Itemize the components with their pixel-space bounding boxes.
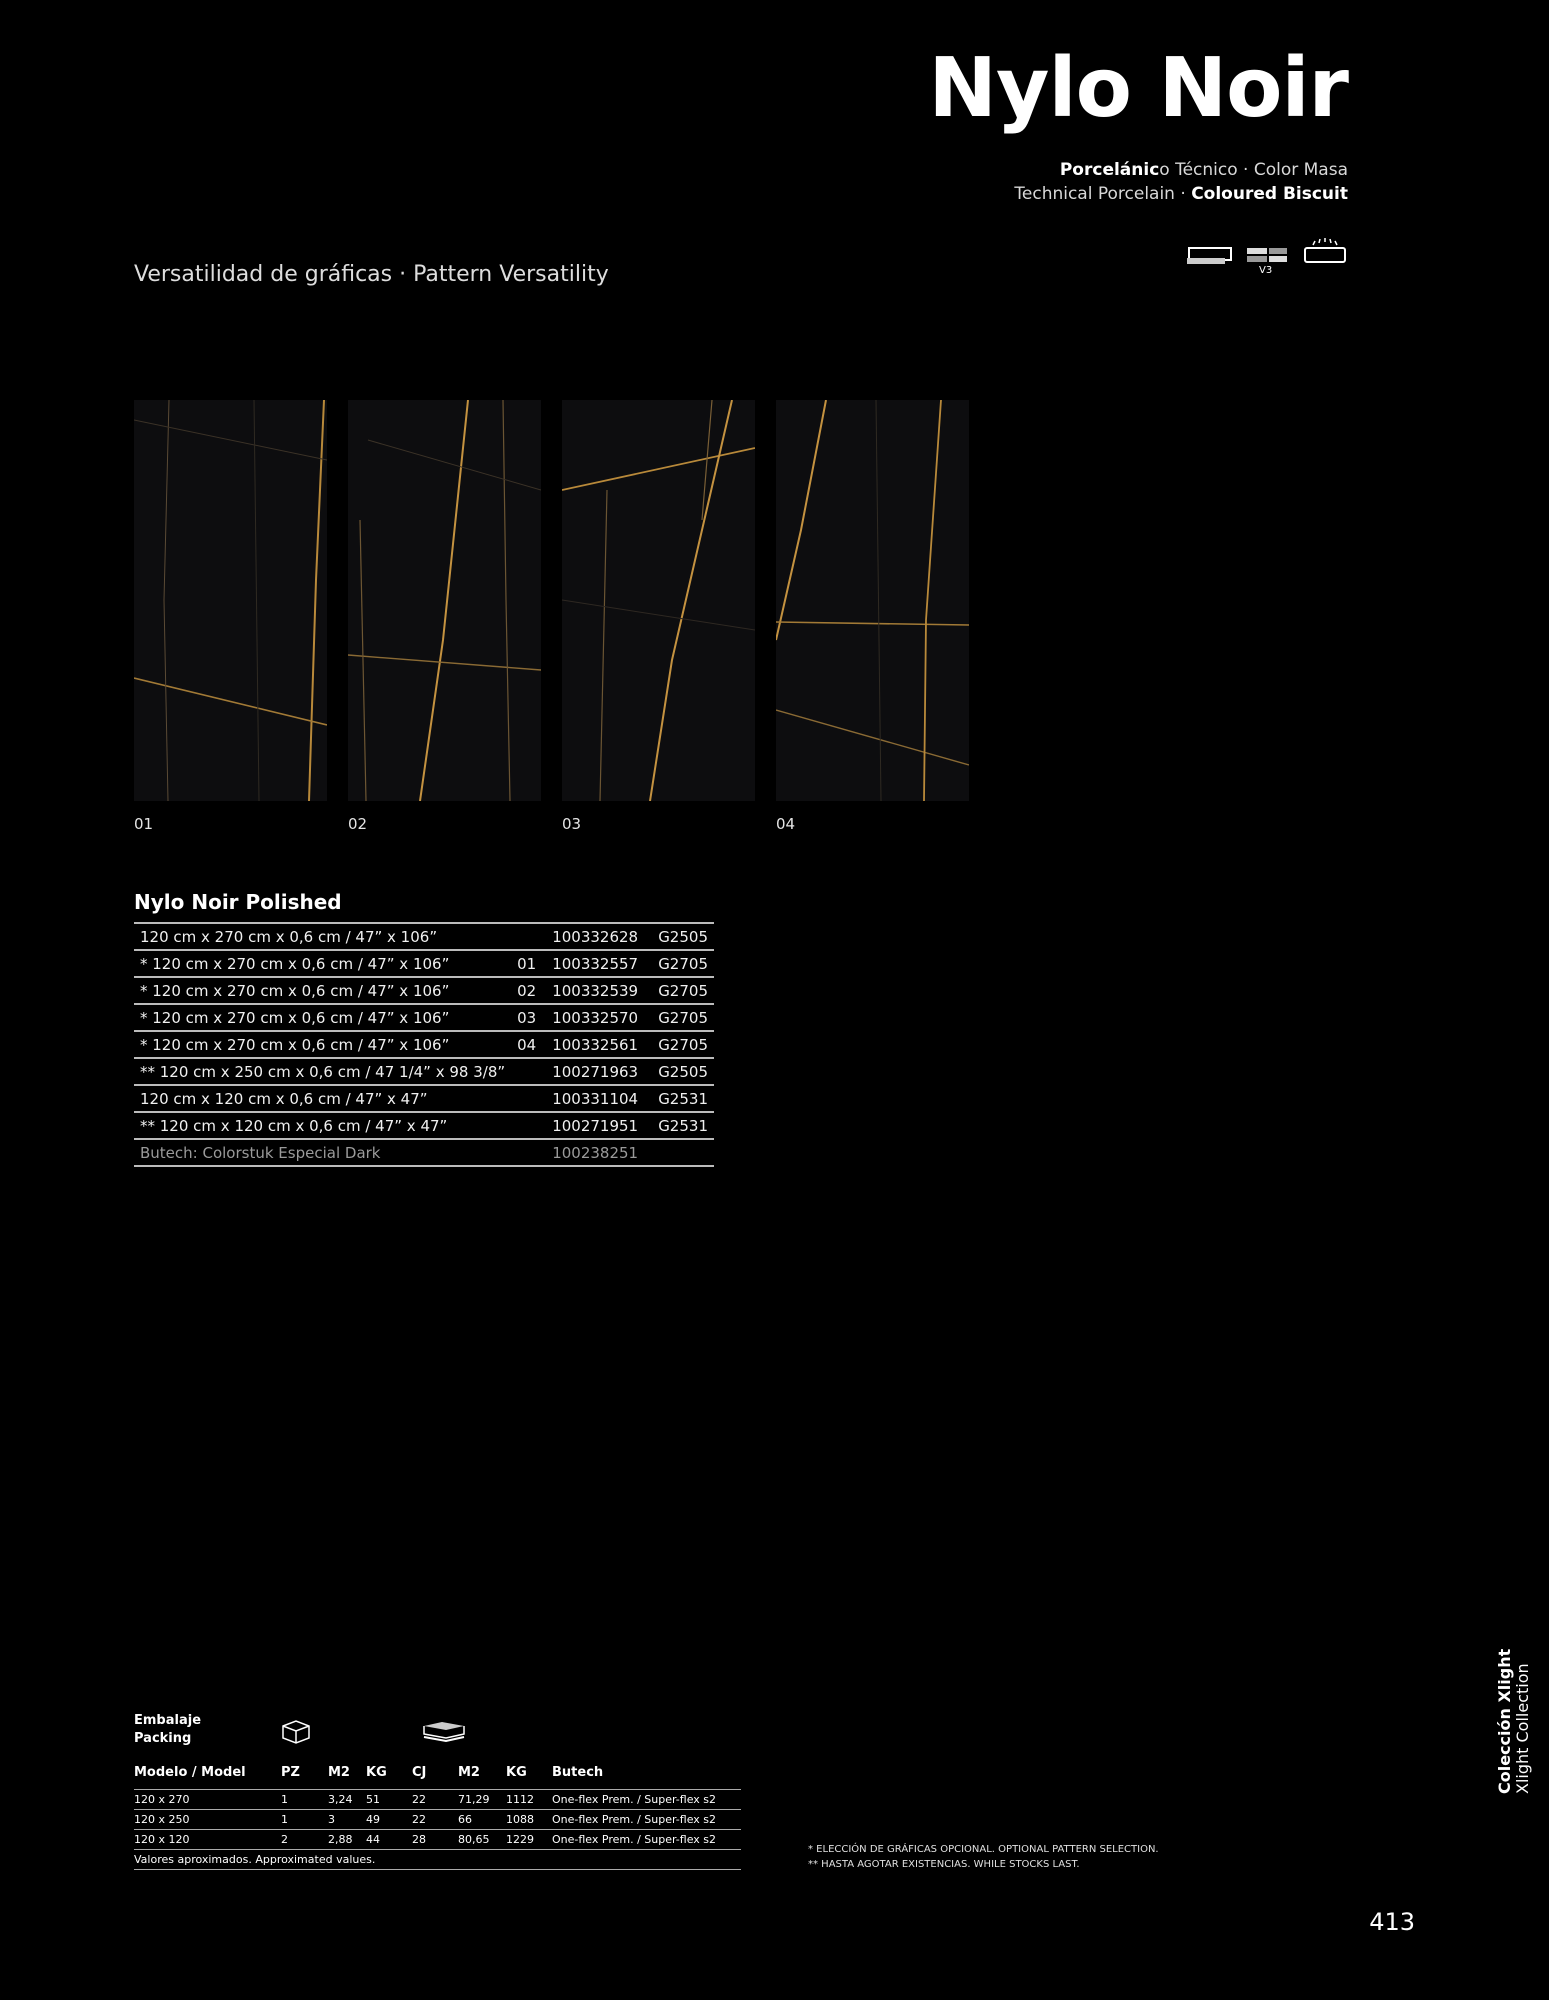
subtitle-en-bold: Coloured Biscuit bbox=[1191, 184, 1348, 204]
packing-cell: 3,24 bbox=[328, 1790, 366, 1810]
table-row bbox=[134, 1058, 714, 1085]
table-row bbox=[134, 1810, 741, 1830]
pattern-tile-01 bbox=[134, 400, 327, 833]
col-header: KG bbox=[506, 1764, 527, 1780]
collection-side-label bbox=[1496, 1649, 1533, 1794]
feature-icons bbox=[1185, 236, 1349, 276]
size-cell: 120 cm x 270 cm x 0,6 cm / 47” x 106” bbox=[134, 923, 511, 950]
slab-layer-icon bbox=[1185, 236, 1233, 272]
size-cell: * 120 cm x 270 cm x 0,6 cm / 47” x 106” bbox=[134, 950, 511, 977]
packing-cell: 71,29 bbox=[458, 1790, 506, 1810]
col-header: KG bbox=[366, 1764, 387, 1780]
table-row bbox=[134, 950, 714, 977]
group-cell: G2531 bbox=[652, 1112, 714, 1139]
size-cell: 120 cm x 120 cm x 0,6 cm / 47” x 47” bbox=[134, 1085, 511, 1112]
pattern-cell: 04 bbox=[511, 1031, 546, 1058]
pattern-cell bbox=[511, 1085, 546, 1112]
size-cell: * 120 cm x 270 cm x 0,6 cm / 47” x 106” bbox=[134, 1004, 511, 1031]
table-row bbox=[134, 1790, 741, 1810]
tile-label: 01 bbox=[134, 815, 154, 833]
code-cell: 100332570 bbox=[546, 1004, 652, 1031]
code-cell: 100332539 bbox=[546, 977, 652, 1004]
size-cell: ** 120 cm x 250 cm x 0,6 cm / 47 1/4” x 98 3/8” bbox=[134, 1058, 511, 1085]
subtitle-es bbox=[1060, 160, 1348, 180]
col-header: M2 bbox=[458, 1764, 480, 1780]
page-title: Nylo Noir bbox=[928, 41, 1348, 136]
pattern-cell: 02 bbox=[511, 977, 546, 1004]
box-icon bbox=[280, 1718, 312, 1748]
col-header: CJ bbox=[412, 1764, 427, 1780]
tile-label: 04 bbox=[776, 815, 796, 833]
packing-cell: 1 bbox=[281, 1810, 328, 1830]
table-row bbox=[134, 1004, 714, 1031]
subtitle-en-pre: Technical Porcelain · bbox=[1014, 184, 1192, 204]
packing-cell: 3 bbox=[328, 1810, 366, 1830]
subtitle-es-rest: o Técnico · Color Masa bbox=[1159, 160, 1348, 180]
packing-header-row bbox=[134, 1763, 741, 1790]
table-row bbox=[134, 977, 714, 1004]
pattern-cell bbox=[511, 923, 546, 950]
code-cell: 100238251 bbox=[546, 1139, 652, 1166]
pattern-cell bbox=[511, 1058, 546, 1085]
group-cell: G2705 bbox=[652, 977, 714, 1004]
packing-cell: 2 bbox=[281, 1830, 328, 1850]
packing-table bbox=[134, 1763, 741, 1870]
group-cell: G2505 bbox=[652, 923, 714, 950]
subtitle-en bbox=[1014, 184, 1348, 204]
code-cell: 100332628 bbox=[546, 923, 652, 950]
pattern-cell: 01 bbox=[511, 950, 546, 977]
pattern-cell: 03 bbox=[511, 1004, 546, 1031]
table-row bbox=[134, 1830, 741, 1850]
size-cell: * 120 cm x 270 cm x 0,6 cm / 47” x 106” bbox=[134, 977, 511, 1004]
packing-cell: 80,65 bbox=[458, 1830, 506, 1850]
packing-cell: 1 bbox=[281, 1790, 328, 1810]
table-row bbox=[134, 923, 714, 950]
pattern-v3-icon bbox=[1243, 236, 1291, 276]
group-cell: G2705 bbox=[652, 950, 714, 977]
packing-cell: One-flex Prem. / Super-flex s2 bbox=[552, 1810, 741, 1830]
v3-label: V3 bbox=[1259, 265, 1273, 276]
code-cell: 100332557 bbox=[546, 950, 652, 977]
page-number: 413 bbox=[1369, 1908, 1415, 1936]
group-cell: G2531 bbox=[652, 1085, 714, 1112]
col-header: Butech bbox=[552, 1764, 604, 1780]
packing-cell: 120 x 250 bbox=[134, 1810, 281, 1830]
packing-cell: One-flex Prem. / Super-flex s2 bbox=[552, 1830, 741, 1850]
polished-shine-icon bbox=[1301, 236, 1349, 272]
group-cell: G2705 bbox=[652, 1031, 714, 1058]
size-cell: * 120 cm x 270 cm x 0,6 cm / 47” x 106” bbox=[134, 1031, 511, 1058]
packing-cell: 1112 bbox=[506, 1790, 552, 1810]
packing-cell: 120 x 120 bbox=[134, 1830, 281, 1850]
code-cell: 100271951 bbox=[546, 1112, 652, 1139]
packing-cell: One-flex Prem. / Super-flex s2 bbox=[552, 1790, 741, 1810]
size-cell: Butech: Colorstuk Especial Dark bbox=[134, 1139, 511, 1166]
pattern-section-title: Versatilidad de gráficas · Pattern Versatility bbox=[134, 262, 609, 287]
packing-cell: 1088 bbox=[506, 1810, 552, 1830]
code-cell: 100271963 bbox=[546, 1058, 652, 1085]
col-header: Modelo / Model bbox=[134, 1764, 246, 1780]
packing-cell: 51 bbox=[366, 1790, 412, 1810]
collection-label-es: Colección Xlight bbox=[1495, 1648, 1514, 1794]
packing-cell: 44 bbox=[366, 1830, 412, 1850]
footnote-stock: ** HASTA AGOTAR EXISTENCIAS. WHILE STOCKS LAST. bbox=[808, 1859, 1080, 1870]
size-cell: ** 120 cm x 120 cm x 0,6 cm / 47” x 47” bbox=[134, 1112, 511, 1139]
table-row bbox=[134, 1850, 741, 1870]
table-row bbox=[134, 1139, 714, 1166]
group-cell: G2505 bbox=[652, 1058, 714, 1085]
pattern-tile-02 bbox=[348, 400, 541, 833]
tile-label: 03 bbox=[562, 815, 582, 833]
packing-cell: 22 bbox=[412, 1810, 458, 1830]
packing-label-es: Embalaje bbox=[134, 1713, 202, 1728]
tile-label: 02 bbox=[348, 815, 368, 833]
col-header: PZ bbox=[281, 1764, 300, 1780]
packing-cell: 1229 bbox=[506, 1830, 552, 1850]
group-cell bbox=[652, 1139, 714, 1166]
packing-cell: 66 bbox=[458, 1810, 506, 1830]
footnotes bbox=[808, 1842, 1159, 1872]
packing-cell: 2,88 bbox=[328, 1830, 366, 1850]
pallet-icon bbox=[420, 1718, 468, 1748]
product-title: Nylo Noir Polished bbox=[134, 890, 342, 914]
pattern-tile-03 bbox=[562, 400, 755, 833]
collection-label-en: Xlight Collection bbox=[1513, 1663, 1533, 1794]
pattern-cell bbox=[511, 1139, 546, 1166]
footnote-optional: * ELECCIÓN DE GRÁFICAS OPCIONAL. OPTIONAL PATTERN SELECTION. bbox=[808, 1844, 1159, 1855]
packing-label bbox=[134, 1712, 201, 1747]
table-row bbox=[134, 1031, 714, 1058]
packing-note: Valores aproximados. Approximated values. bbox=[134, 1850, 741, 1870]
code-cell: 100331104 bbox=[546, 1085, 652, 1112]
packing-cell: 22 bbox=[412, 1790, 458, 1810]
code-cell: 100332561 bbox=[546, 1031, 652, 1058]
pattern-tiles bbox=[134, 400, 969, 833]
pattern-tile-04 bbox=[776, 400, 969, 833]
table-row bbox=[134, 1112, 714, 1139]
packing-cell: 120 x 270 bbox=[134, 1790, 281, 1810]
product-table bbox=[134, 922, 714, 1167]
packing-label-en: Packing bbox=[134, 1730, 192, 1746]
table-row bbox=[134, 1085, 714, 1112]
group-cell: G2705 bbox=[652, 1004, 714, 1031]
pattern-cell bbox=[511, 1112, 546, 1139]
col-header: M2 bbox=[328, 1764, 350, 1780]
packing-cell: 49 bbox=[366, 1810, 412, 1830]
packing-cell: 28 bbox=[412, 1830, 458, 1850]
subtitle-es-bold: Porcelánic bbox=[1059, 160, 1160, 180]
